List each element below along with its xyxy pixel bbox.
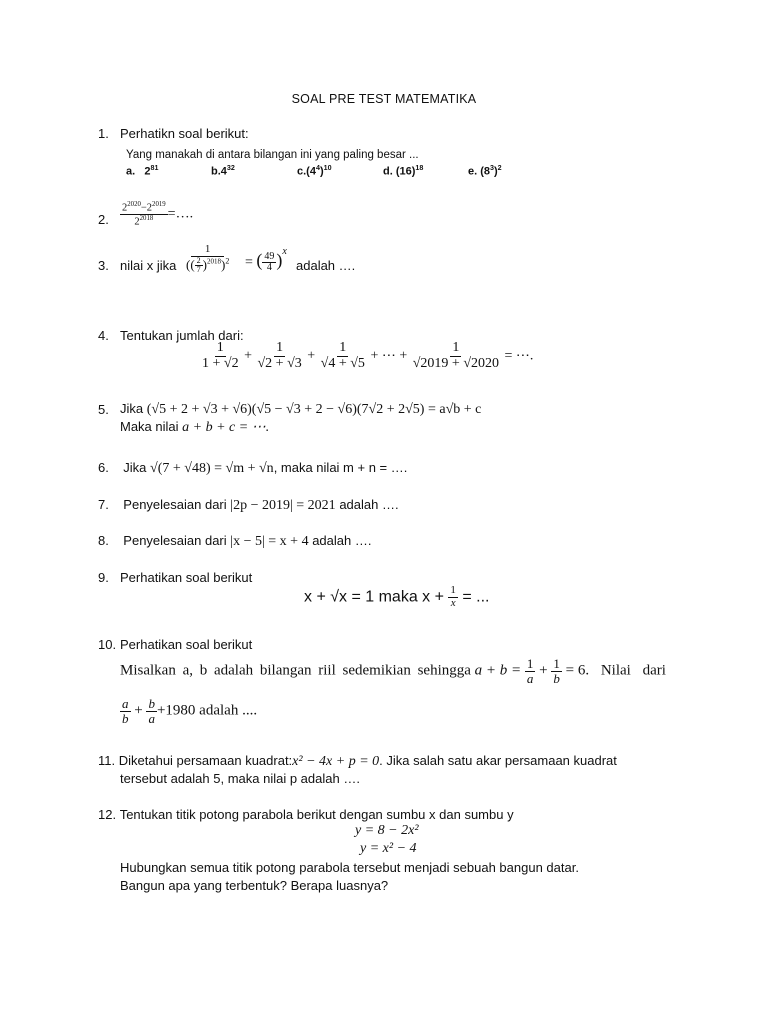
q1-option-a-label: a.: [126, 165, 136, 178]
q1-option-d: [383, 164, 423, 178]
q5-jika: Jika: [120, 401, 144, 416]
q5-number: 5.: [98, 402, 109, 417]
page-title: SOAL PRE TEST MATEMATIKA: [291, 92, 477, 106]
q8-equation: |x − 5| = x + 4: [230, 534, 309, 549]
q2-exp1: 2020: [127, 201, 141, 208]
q4-ellipsis: + ⋯ +: [370, 348, 408, 364]
q3-rhs-exp: x: [282, 246, 287, 258]
q10-problem-line1: Misalkan a, b adalah bilangan riil sedemikian sehingga a + b = $\frac{1}{a}$ + $\frac{1}{b}$ = 6. Nilai dari: [120, 656, 666, 686]
q10-frac-1b-num: 1: [553, 656, 560, 671]
q1-option-e-exp2: 2: [497, 164, 502, 172]
q10-frac-1b: [551, 657, 562, 685]
q11-equation: x² − 4x + p = 0: [292, 754, 380, 769]
q5-line1: [120, 401, 481, 418]
q1-option-c-exp2: 10: [323, 164, 332, 172]
q1-option-d-label: d. (16): [383, 165, 416, 178]
q1-question: Yang manakah di antara bilangan ini yang paling besar ...: [126, 149, 419, 161]
q2-den-base: 2: [134, 216, 140, 228]
q4-term-3-den: √4 + √5: [320, 355, 365, 371]
q3-tail: adalah ….: [296, 258, 356, 273]
q12-text: Tentukan titik potong parabola berikut dengan sumbu x dan sumbu y: [119, 807, 514, 822]
q10-frac-1a-num: 1: [526, 656, 534, 671]
q3-inner-den: 7: [196, 264, 201, 274]
q11-number: 11.: [98, 753, 116, 768]
q1-option-d-exp: 18: [415, 164, 424, 172]
q1-option-a: [126, 164, 158, 178]
q8-tail: adalah ….: [312, 533, 372, 548]
q2-den-exp: 2018: [139, 214, 154, 222]
q7-line: [98, 497, 399, 514]
q2-minus: −2: [140, 202, 153, 214]
q12-line4: Bangun apa yang terbentuk? Berapa luasnya?: [120, 878, 389, 893]
q1-option-b-label: b.4: [211, 165, 227, 178]
q3-rhs-num: 49: [264, 250, 275, 262]
q3-inner-frac: [195, 257, 203, 275]
q2-expression: [120, 201, 193, 227]
q10-eq-right: = 6: [565, 662, 586, 679]
q10-frac-ba-den: a: [148, 710, 155, 726]
q4-expression: $\frac{1}{1 + √2}$ + $\frac{1}{√2 + √3}$ + $\frac{1}{√4 + √5}$ + ⋯ + $\frac{1}{√2019 + √2020}$ = ⋯.: [202, 340, 534, 371]
q4-term-3-num: 1: [339, 340, 347, 355]
q5-question-expr: a + b + c = ⋯.: [182, 420, 270, 435]
q5-equation: (√5 + 2 + √3 + √6)(√5 − √3 + 2 − √6)(7√2 + 2√5) = a√b + c: [146, 402, 482, 417]
q10-frac-1a-den: a: [526, 670, 534, 686]
q3-exp: 2018: [207, 257, 222, 266]
q11-line2: tersebut adalah 5, maka nilai p adalah ….: [120, 771, 360, 786]
q7-text: Penyelesaian dari: [123, 497, 227, 512]
q5-maka: Maka nilai: [120, 419, 179, 434]
q3-lhs: [184, 244, 231, 274]
q12-eq2: y = x² − 4: [360, 841, 417, 856]
q10-plus: +: [134, 702, 143, 719]
q10-number: 10.: [98, 637, 117, 652]
q1-text: Perhatikn soal berikut:: [120, 126, 249, 141]
q4-term-1-den: 1 + √2: [202, 355, 239, 371]
q1-option-c-label: c.(4: [297, 165, 316, 178]
q6-equation: √(7 + √48) = √m + √n: [150, 461, 274, 476]
q10-frac-1a: [525, 657, 536, 685]
q6-line: [98, 460, 407, 477]
q9-eq-left: x + √x = 1 maka x +: [304, 588, 444, 606]
q8-text: Penyelesaian dari: [123, 533, 227, 548]
q11-line1: [98, 753, 617, 770]
q1-option-a-base: 2: [144, 165, 151, 178]
q5-line2: [120, 419, 269, 436]
q2-tail: =….: [167, 206, 194, 222]
q1-option-c-exp1: 4: [315, 164, 320, 172]
q3-rhs-den: 4: [266, 262, 272, 274]
q9-text: Perhatikan soal berikut: [120, 570, 253, 585]
q4-term-1: [200, 341, 241, 371]
q7-equation: |2p − 2019| = 2021: [230, 498, 336, 513]
q6-number: 6.: [98, 460, 109, 475]
q3-sq: 2: [225, 256, 230, 266]
q7-number: 7.: [98, 497, 109, 512]
q9-eq-right: = ...: [462, 588, 490, 606]
q10-frac-ab-num: a: [122, 696, 129, 711]
q3-rhs-frac: [262, 252, 276, 274]
q11-text-c: . Jika salah satu akar persamaan kuadrat: [379, 753, 617, 768]
q9-number: 9.: [98, 570, 109, 585]
q4-tail: = ⋯.: [504, 348, 534, 364]
q4-term-1-num: 1: [216, 340, 224, 355]
q4-term-last-num: 1: [452, 340, 460, 355]
q4-term-last-den: √2019 + √2020: [412, 355, 499, 371]
q10-text: Perhatikan soal berikut: [120, 637, 253, 652]
q1-option-e-label: e. (8: [468, 165, 491, 178]
q12-number: 12.: [98, 807, 117, 822]
q2-num-base: 2: [122, 202, 128, 214]
q2-numerator: [120, 201, 168, 215]
q9-fraction: [448, 585, 458, 609]
q9-frac-den: x: [450, 596, 456, 609]
q3-text: nilai x jika: [120, 258, 177, 273]
q10-line1-text: Misalkan a, b adalah bilangan riil sedemikian sehingga: [120, 662, 471, 679]
q10-after: . Nilai dari: [585, 662, 666, 679]
q3-eq: =: [245, 255, 253, 270]
q12-eq1: y = 8 − 2x²: [355, 823, 419, 838]
q9-equation: [304, 585, 489, 609]
q8-number: 8.: [98, 533, 109, 548]
q4-term-3: [319, 341, 367, 371]
q4-term-last: [411, 341, 501, 371]
q1-option-b: [211, 164, 235, 178]
q4-term-2-num: 1: [276, 340, 284, 355]
q10-frac-ab-den: b: [122, 710, 129, 726]
q6-tail: , maka nilai m + n = ….: [273, 460, 408, 475]
q2-number: 2.: [98, 212, 109, 227]
q10-frac-ba: [146, 697, 157, 725]
q2-denominator: [132, 215, 155, 228]
q2-exp2: 2019: [152, 201, 166, 208]
q3-lhs-fraction: [184, 244, 231, 274]
q7-tail: adalah ….: [339, 497, 399, 512]
q1-option-c: [297, 164, 332, 178]
q3-inner-num: 2: [196, 255, 201, 265]
q2-fraction: [120, 201, 168, 227]
q3-number: 3.: [98, 258, 109, 273]
q10-eq-left: a + b =: [474, 662, 522, 679]
q1-option-c-paren: ): [319, 165, 324, 178]
q9-frac-num: 1: [450, 584, 456, 596]
q10-frac-1b-den: b: [553, 670, 560, 686]
q1-option-e-exp1: 3: [490, 164, 494, 172]
q10-problem-line2: [120, 697, 257, 725]
q3-lhs-den: (( $\frac{2}{7}$ )$^{2018}$)$^2$: [186, 255, 230, 274]
q1-option-a-exp: 81: [150, 164, 159, 172]
q12-line1: [98, 807, 514, 822]
q10-line2-text: +1980 adalah ....: [156, 702, 258, 719]
q4-term-2-den: √2 + √3: [257, 355, 302, 371]
q1-option-e-paren: ): [494, 165, 498, 178]
q6-jika: Jika: [123, 460, 147, 475]
q1-option-e: [468, 164, 502, 178]
q10-frac-ba-num: b: [148, 696, 155, 711]
q3-lhs-num: 1: [191, 244, 225, 257]
q12-line3: Hubungkan semua titik potong parabola tersebut menjadi sebuah bangun datar.: [120, 860, 579, 875]
q10-frac-ab: [120, 697, 131, 725]
q8-line: [98, 533, 371, 550]
q11-text-a: Diketahui persamaan kuadrat:: [118, 753, 293, 768]
q3-rhs: = ( $\frac{49}{4}$ )$^x$: [245, 246, 287, 274]
q4-text: Tentukan jumlah dari:: [120, 328, 244, 343]
q4-term-2: [256, 341, 304, 371]
q1-option-b-exp: 32: [226, 164, 235, 172]
q1-number: 1.: [98, 126, 109, 141]
q4-number: 4.: [98, 328, 109, 343]
